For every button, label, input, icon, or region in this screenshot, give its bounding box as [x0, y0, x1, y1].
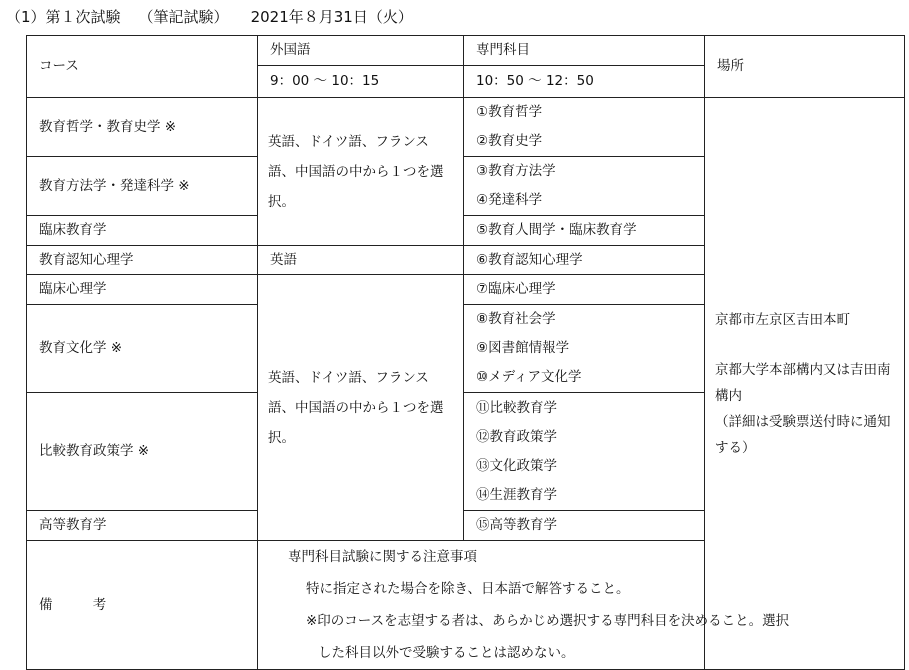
exam-date: 2021年８月31日（火）: [250, 8, 413, 26]
subject-item: ⑬文化政策学: [476, 457, 557, 474]
subject-item: ①教育哲学: [476, 104, 543, 120]
foreign-language-english: 英語: [258, 246, 464, 275]
course-row: 教育方法学・発達科学 ※: [27, 157, 258, 216]
remarks-content: [258, 541, 905, 670]
foreign-language-options: 英語、ドイツ語、フランス語、中国語の中から１つを選択。: [258, 98, 464, 246]
header-place: 場所: [705, 36, 905, 98]
subject-item: ③教育方法学: [476, 163, 556, 179]
subject-item: ④発達科学: [476, 192, 543, 208]
remarks-label: 備 考: [27, 541, 258, 670]
course-row: 教育文化学 ※: [27, 305, 258, 393]
course-row: 比較教育政策学 ※: [27, 393, 258, 511]
course-row: 高等教育学: [27, 511, 258, 541]
subject-item: ⑪比較教育学: [476, 399, 557, 416]
subject-item: ⑩メディア文化学: [476, 369, 582, 385]
course-row: 教育哲学・教育史学 ※: [27, 98, 258, 157]
course-row: 臨床心理学: [27, 275, 258, 305]
remarks-heading: 専門科目試験に関する注意事項: [288, 549, 477, 565]
subject-item: ⑤教育人間学・臨床教育学: [464, 216, 705, 246]
subject-item: ⑥教育認知心理学: [464, 246, 705, 275]
section-header: [6, 6, 413, 27]
specialty-time: 10：50 ～ 12：50: [464, 66, 705, 98]
place-address: 京都市左京区吉田本町: [715, 311, 850, 328]
subject-item: ⑦臨床心理学: [464, 275, 705, 305]
subject-item: ⑫教育政策学: [476, 428, 557, 445]
subject-item: ⑮高等教育学: [464, 511, 705, 541]
section-title: （1）第１次試験: [6, 8, 121, 26]
subject-item: ⑧教育社会学: [476, 311, 556, 327]
header-foreign-language: 外国語: [258, 36, 464, 66]
course-row: 教育認知心理学: [27, 246, 258, 275]
subject-group: [464, 98, 705, 157]
place-campus: 京都大学本部構内又は吉田南構内: [715, 361, 891, 404]
subject-item: ⑨図書館情報学: [476, 340, 570, 356]
subject-group: [464, 305, 705, 393]
subject-group: [464, 157, 705, 216]
header-course: コース: [27, 36, 258, 98]
remarks-note: 特に指定された場合を除き、日本語で解答すること。: [306, 581, 630, 597]
subject-group: [464, 393, 705, 511]
subject-item: ⑭生涯教育学: [476, 486, 557, 503]
subject-item: ②教育史学: [476, 133, 543, 149]
course-row: 臨床教育学: [27, 216, 258, 246]
foreign-language-time: 9：00 ～ 10：15: [258, 66, 464, 98]
foreign-language-options: 英語、ドイツ語、フランス語、中国語の中から１つを選択。: [258, 275, 464, 541]
exam-type: （筆記試験）: [138, 8, 229, 26]
header-specialty: 専門科目: [464, 36, 705, 66]
remarks-note: ※印のコースを志望する者は、あらかじめ選択する専門科目を決めること。選択: [306, 613, 790, 629]
schedule-table: [26, 35, 905, 670]
remarks-note: した科目以外で受験することは認めない。: [318, 645, 575, 661]
place-note: （詳細は受験票送付時に通知する）: [715, 413, 891, 456]
